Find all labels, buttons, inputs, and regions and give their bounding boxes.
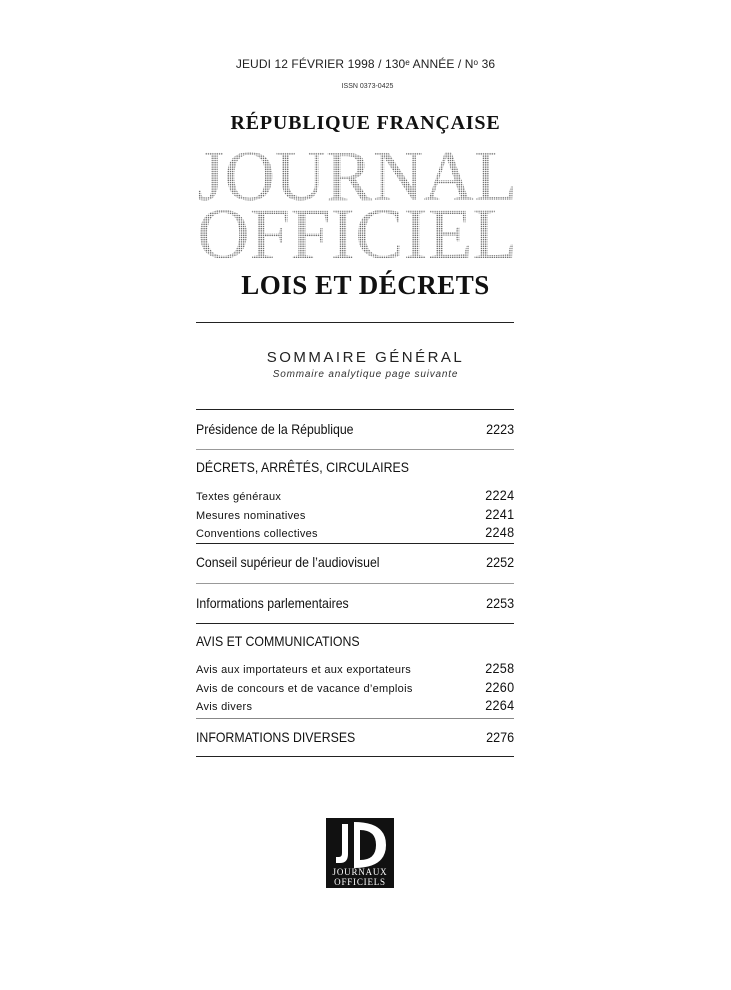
logo-text-line1: JOURNAUX [332, 867, 388, 877]
toc-entry-informations-parlementaires[interactable] [196, 595, 514, 611]
toc-entry-avis-concours[interactable] [196, 679, 514, 695]
toc-page: 2223 [485, 421, 514, 437]
toc-heading: DÉCRETS, ARRÊTÉS, CIRCULAIRES [196, 459, 409, 475]
toc-label: Présidence de la République [196, 421, 354, 437]
divider [196, 543, 514, 544]
toc-entry-avis-divers[interactable] [196, 697, 514, 713]
toc-page: 2252 [485, 554, 514, 570]
toc-label: Avis de concours et de vacance d’emplois [196, 683, 413, 695]
sommaire-subtitle: Sommaire analytique page suivante [272, 369, 459, 380]
toc-label: Mesures nominatives [196, 510, 306, 522]
masthead-journal: JOURNAL [197, 144, 517, 216]
toc-label: Conventions collectives [196, 528, 318, 540]
toc-label: Informations parlementaires [196, 595, 349, 611]
section-title: LOIS ET DÉCRETS [241, 270, 490, 300]
toc-page: 2253 [485, 595, 514, 611]
dateline: JEUDI 12 FÉVRIER 1998 / 130ᵉ ANNÉE / Nᵒ 36 [235, 57, 496, 71]
toc-entry-mesures[interactable] [196, 506, 514, 522]
divider [196, 409, 514, 410]
toc-label: Textes généraux [196, 491, 282, 503]
republic-heading: RÉPUBLIQUE FRANÇAISE [230, 112, 501, 134]
toc-heading: AVIS ET COMMUNICATIONS [196, 633, 360, 649]
toc-heading-avis [196, 633, 514, 649]
toc-page: 2260 [484, 679, 514, 695]
toc-page: 2248 [484, 524, 514, 540]
toc-page: 2264 [484, 697, 514, 713]
toc-page: 2224 [484, 487, 514, 503]
divider [196, 322, 514, 323]
journaux-officiels-logo [326, 818, 394, 888]
toc-label: Avis aux importateurs et aux exportateurs [196, 664, 412, 676]
sommaire-title: SOMMAIRE GÉNÉRAL [266, 349, 465, 366]
toc-page: 2241 [484, 506, 514, 522]
divider [196, 583, 514, 584]
toc-entry-conseil[interactable] [196, 554, 514, 570]
toc-entry-conventions[interactable] [196, 524, 514, 540]
divider [196, 718, 514, 719]
toc-entry-presidence[interactable] [196, 421, 514, 437]
toc-entry-avis-importateurs[interactable] [196, 660, 514, 676]
journal-officiel-masthead [192, 144, 522, 262]
issn: ISSN 0373-0425 [341, 83, 394, 90]
toc-entry-informations-diverses[interactable] [196, 729, 514, 745]
toc-entry-textes[interactable] [196, 487, 514, 503]
toc-page: 2258 [484, 660, 514, 676]
toc-heading-decrets [196, 459, 514, 475]
masthead-officiel: OFFICIEL [197, 194, 517, 262]
logo-text-line2: OFFICIELS [334, 877, 386, 887]
divider [196, 756, 514, 757]
toc-label: Conseil supérieur de l’audiovisuel [196, 554, 380, 570]
toc-label: Avis divers [196, 701, 253, 713]
toc-label: INFORMATIONS DIVERSES [196, 729, 356, 745]
divider [196, 623, 514, 624]
toc-page: 2276 [485, 729, 514, 745]
divider [196, 449, 514, 450]
